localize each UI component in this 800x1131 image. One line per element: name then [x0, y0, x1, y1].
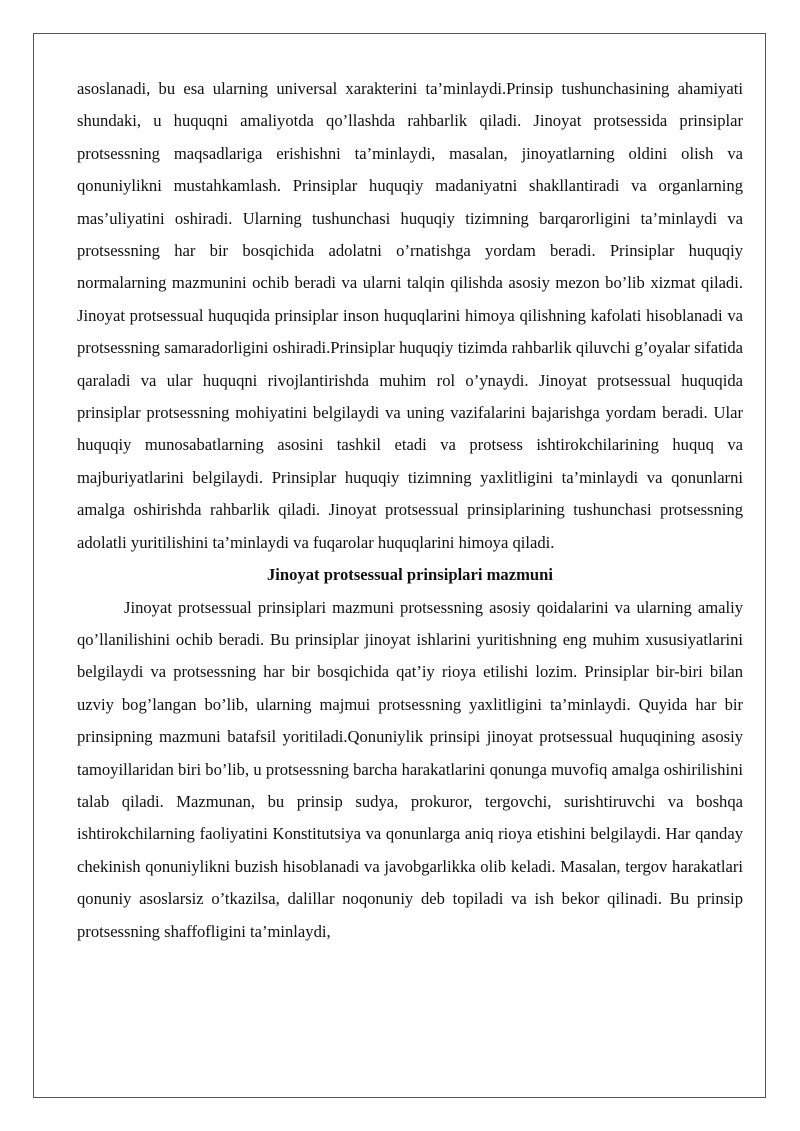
paragraph: asoslanadi, bu esa ularning universal xarakterini ta’minlaydi.Prinsip tushunchasining ahamiyati shundaki, u huquqni amaliyotda qo’llashda rahbarlik qiladi. Jinoyat protsessida prinsiplar protsessning maqsadlariga erishishni ta’minlaydi, masalan, jinoyatlarning oldini olish va qonuniylikni mustahkamlash. Prinsiplar huquqiy madaniyatni shakllantiradi va organlarning mas’uliyatini oshiradi. Ularning tushunchasi huquqiy tizimning barqarorligini ta’minlaydi va protsessning har bir bosqichida adolatni o’rnatishga yordam beradi. Prinsiplar huquqiy normalarning mazmunini ochib beradi va ularni talqin qilishda asosiy mezon bo’lib xizmat qiladi. Jinoyat protsessual huquqida prinsiplar inson huquqlarini himoya qilishning kafolati hisoblanadi va protsessning samaradorligini oshiradi.Prinsiplar huquqiy tizimda rahbarlik qiluvchi g’oyalar sifatida qaraladi va ular huquqni rivojlantirishda muhim rol o’ynaydi. Jinoyat protsessual huquqida prinsiplar protsessning mohiyatini belgilaydi va uning vazifalarini bajarishga yordam beradi. Ular huquqiy munosabatlarning asosini tashkil etadi va protsess ishtirokchilarining huquq va majburiyatlarini belgilaydi. Prinsiplar huquqiy tizimning yaxlitligini ta’minlaydi va qonunlarni amalga oshirishda rahbarlik qiladi. Jinoyat protsessual prinsiplarining tushunchasi protsessning adolatli yuritilishini ta’minlaydi va fuqarolar huquqlarini himoya qiladi.	[77, 79, 743, 552]
section-heading: Jinoyat protsessual prinsiplari mazmuni	[267, 565, 553, 585]
document-body	[77, 73, 743, 948]
paragraph: Jinoyat protsessual prinsiplari mazmuni protsessning asosiy qoidalarini va ularning amaliy qo’llanilishini ochib beradi. Bu prinsiplar jinoyat ishlarini yuritishning eng muhim xususiyatlarini belgilaydi va protsessning har bir bosqichida qat’iy rioya etilishi lozim. Prinsiplar bir-biri bilan uzviy bog’langan bo’lib, ularning majmui protsessning yaxlitligini ta’minlaydi. Quyida har bir prinsipning mazmuni batafsil yoritiladi.Qonuniylik prinsipi jinoyat protsessual huquqining asosiy tamoyillaridan biri bo’lib, u protsessning barcha harakatlarini qonunga muvofiq amalga oshirilishini talab qiladi. Mazmunan, bu prinsip sudya, prokuror, tergovchi, surishtiruvchi va boshqa ishtirokchilarning faoliyatini Konstitutsiya va qonunlarga aniq rioya etishini belgilaydi. Har qanday chekinish qonuniylikni buzish hisoblanadi va javobgarlikka olib keladi. Masalan, tergov harakatlari qonuniy asoslarsiz o’tkazilsa, dalillar noqonuniy deb topiladi va ish bekor qilinadi. Bu prinsip protsessning shaffofligini ta’minlaydi,	[77, 597, 743, 941]
